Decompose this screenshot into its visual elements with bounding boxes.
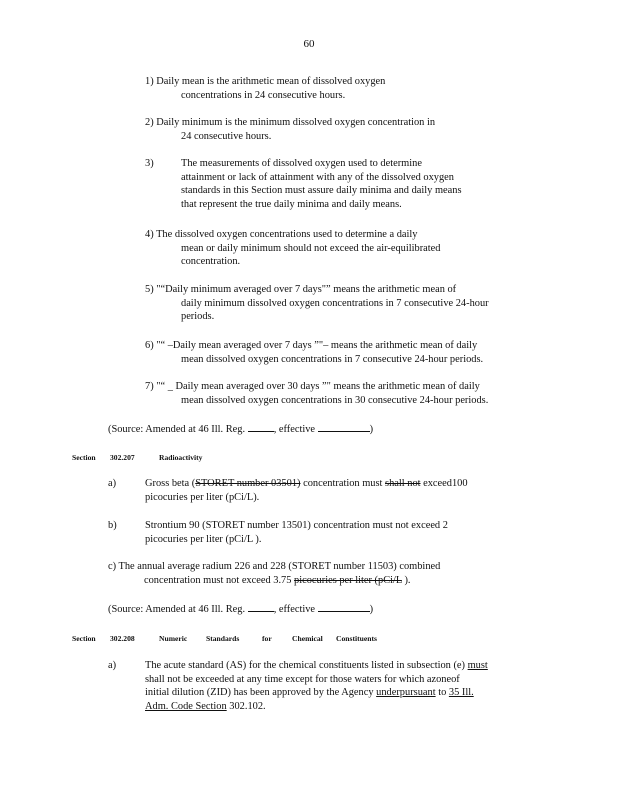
- underlined-text: must: [467, 660, 488, 671]
- definition-7: [145, 380, 545, 407]
- paragraph-line: picocuries per liter (pCi/L).: [145, 491, 260, 503]
- definition-line: mean dissolved oxygen concentrations in 7 consecutive 24-hour periods.: [181, 353, 484, 365]
- section-title-word: for: [262, 634, 272, 643]
- definition-6: [145, 339, 545, 366]
- struck-text: STORET number 03501): [195, 478, 301, 489]
- page-number: 60: [303, 38, 315, 50]
- underlined-text: Adm. Code Section: [145, 700, 227, 712]
- source-effective: , effective: [273, 604, 316, 615]
- struck-text: picocuries per liter (pCi/L: [294, 574, 402, 586]
- paragraph-line: Strontium 90 (STORET number 13501) concentration must not exceed 2: [145, 520, 448, 531]
- paragraph-line: picocuries per liter (pCi/L ).: [145, 533, 262, 545]
- section-title-word: Chemical: [292, 634, 323, 643]
- definition-4: [145, 228, 545, 269]
- reg-blank: [248, 601, 274, 612]
- date-blank: [318, 601, 370, 612]
- source-text: (Source: Amended at 46 Ill. Reg.: [108, 424, 246, 435]
- source-close: ): [369, 424, 374, 435]
- date-blank: [318, 421, 370, 432]
- definition-line: 2) Daily minimum is the minimum dissolved oxygen concentration in: [145, 117, 436, 128]
- definition-3-number: 3): [145, 158, 154, 169]
- item-label-a: a): [108, 478, 117, 489]
- section-title: Radioactivity: [159, 453, 203, 462]
- section-title-word: Standards: [206, 634, 240, 643]
- section-word: Section: [72, 634, 96, 643]
- radioactivity-b: [145, 519, 448, 546]
- section-title-word: Numeric: [159, 634, 188, 643]
- paragraph-line: shall not be exceeded at any time except for those waters for which azoneof: [145, 673, 460, 685]
- definition-line: mean dissolved oxygen concentrations in 30 consecutive 24-hour periods.: [181, 394, 489, 406]
- definition-line: daily minimum dissolved oxygen concentrations in 7 consecutive 24-hour: [181, 297, 489, 309]
- definition-line: that represent the true daily minima and daily means.: [181, 198, 402, 210]
- radioactivity-c: [108, 560, 538, 587]
- source-note: [108, 421, 373, 437]
- definition-3: [181, 157, 462, 211]
- definition-line: 7) "“ _ Daily mean averaged over 30 days ”" means the arithmetic mean of daily: [145, 381, 480, 392]
- item-label-b: b): [108, 520, 117, 531]
- paragraph-line: Gross beta (STORET number 03501) concentration must shall not exceed100: [145, 478, 468, 489]
- section-number: 302.207: [110, 453, 135, 462]
- definition-2: [145, 116, 545, 143]
- source-effective: , effective: [273, 424, 316, 435]
- definition-line: attainment or lack of attainment with any of the dissolved oxygen: [181, 171, 454, 183]
- underlined-text: 35 Ill.: [448, 687, 474, 699]
- section-title-word: Constituents: [336, 634, 377, 643]
- source-note: [108, 601, 373, 617]
- paragraph-line: initial dilution (ZID) has been approved by the Agency underpursuant to 35 Ill.: [145, 687, 474, 699]
- definition-line: concentrations in 24 consecutive hours.: [181, 89, 346, 101]
- definition-line: 24 consecutive hours.: [181, 130, 272, 142]
- definition-5: [145, 283, 545, 324]
- struck-text: shall not: [385, 478, 421, 489]
- paragraph-line: The acute standard (AS) for the chemical constituents listed in subsection (e) must: [145, 660, 488, 671]
- underlined-text: underpursuant: [376, 687, 436, 699]
- definition-line: standards in this Section must assure daily minima and daily means: [181, 185, 462, 197]
- item-label-a: a): [108, 660, 117, 671]
- section-number: 302.208: [110, 634, 135, 643]
- definition-line: The measurements of dissolved oxygen used to determine: [181, 158, 422, 169]
- definition-line: mean or daily minimum should not exceed the air-equilibrated: [181, 242, 441, 254]
- definition-line: 4) The dissolved oxygen concentrations used to determine a daily: [145, 229, 418, 240]
- definition-line: 1) Daily mean is the arithmetic mean of dissolved oxygen: [145, 76, 386, 87]
- section-word: Section: [72, 453, 96, 462]
- numeric-standards-a: [145, 659, 488, 713]
- radioactivity-a: [145, 477, 468, 504]
- reg-blank: [248, 421, 274, 432]
- definition-line: concentration.: [181, 256, 241, 268]
- source-text: (Source: Amended at 46 Ill. Reg.: [108, 604, 246, 615]
- definition-1: [145, 75, 545, 102]
- paragraph-line: Adm. Code Section 302.102.: [145, 700, 266, 712]
- source-close: ): [369, 604, 374, 615]
- definition-line: periods.: [181, 311, 215, 323]
- paragraph-line: concentration must not exceed 3.75 picocuries per liter (pCi/L ).: [144, 574, 411, 586]
- definition-line: 6) "“ –Daily mean averaged over 7 days ”"– means the arithmetic mean of daily: [145, 340, 478, 351]
- definition-line: 5) "“Daily minimum averaged over 7 days"” means the arithmetic mean of: [145, 284, 457, 295]
- paragraph-line: c) The annual average radium 226 and 228 (STORET number 11503) combined: [108, 561, 441, 572]
